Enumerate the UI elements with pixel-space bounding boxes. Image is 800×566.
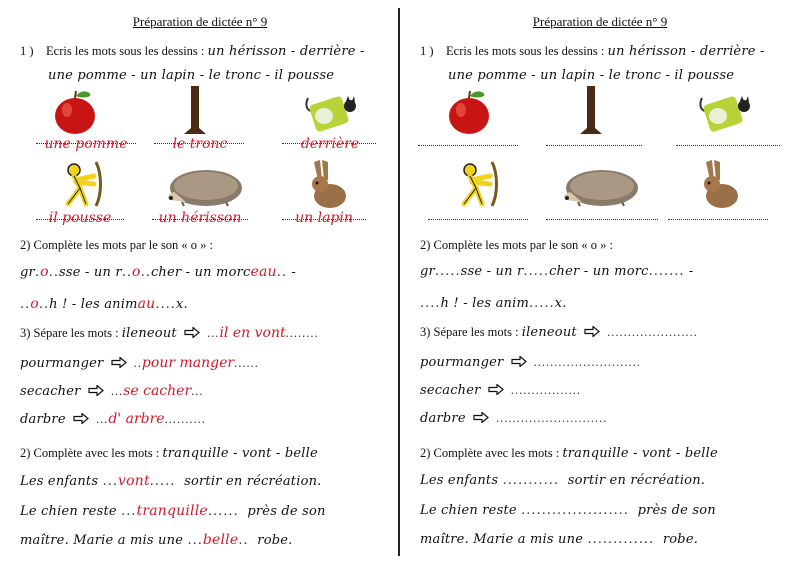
hedgehog-icon xyxy=(166,162,246,208)
ex3-item-3: secacher ................. xyxy=(420,383,581,398)
ex2-line2: ..o..h ! - les animau....x. xyxy=(20,296,188,312)
ex3-item-1: 3) Sépare les mots : ileneout ...il en vont........ xyxy=(20,325,319,341)
ex2-title: 2) Complète les mots par le son « o » : xyxy=(20,238,214,252)
page-title: Préparation de dictée n° 9 xyxy=(532,14,668,29)
tree-trunk-icon xyxy=(180,86,210,136)
arrow-right-icon xyxy=(73,413,89,424)
ex2-title: 2) Complète les mots par le son « o » : xyxy=(420,238,614,252)
pushing-figure-icon xyxy=(452,160,506,208)
ex2-line1: gr.o..sse - un r..o..cher - un morceau.. - xyxy=(20,264,296,280)
answer-label: derrière xyxy=(300,136,360,152)
ex3-item-2: pourmanger .......................... xyxy=(420,355,641,370)
pushing-figure-icon xyxy=(56,160,110,208)
blank-worksheet xyxy=(400,0,800,566)
apple-icon xyxy=(446,88,492,136)
ex2-line1: gr.....sse - un r.....cher - un morc....... - xyxy=(420,264,694,279)
ex1-instruction: 1 ) Ecris les mots sous les dessins : un hérisson - derrière - xyxy=(20,44,365,59)
rabbit-icon xyxy=(696,158,740,210)
answer-label: un hérisson xyxy=(158,210,242,226)
tree-trunk-icon xyxy=(576,86,606,136)
answer-label: un lapin xyxy=(295,210,353,226)
ex3-item-1: 3) Sépare les mots : ileneout ...................... xyxy=(420,325,698,340)
bin-cat-icon xyxy=(696,92,756,134)
ex1-instruction: 1 ) Ecris les mots sous les dessins : un hérisson - derrière - xyxy=(420,44,765,59)
arrow-right-icon xyxy=(488,384,504,395)
arrow-right-icon xyxy=(88,385,104,396)
answer-label: le tronc xyxy=(172,136,228,152)
ex4-sentence-2: Le chien reste ..................... près de son xyxy=(420,503,716,518)
arrow-right-icon xyxy=(584,326,600,337)
ex2-line2: ....h ! - les anim.....x. xyxy=(420,296,567,311)
ex1-word-list: une pomme - un lapin - le tronc - il pousse xyxy=(48,68,335,83)
page-title: Préparation de dictée n° 9 xyxy=(132,14,268,29)
ex4-sentence-1: Les enfants ........... sortir en récréation. xyxy=(420,473,706,488)
ex4-sentence-2: Le chien reste ...tranquille...... près de son xyxy=(20,503,326,519)
ex4-sentence-1: Les enfants ...vont..... sortir en récréation. xyxy=(20,473,322,489)
ex1-word-list: une pomme - un lapin - le tronc - il pousse xyxy=(448,68,735,83)
ex3-item-3: secacher ...se cacher... xyxy=(20,383,204,399)
ex4-sentence-3: maître. Marie a mis une ...belle.. robe. xyxy=(20,532,293,548)
apple-icon xyxy=(52,88,98,136)
ex3-item-4: darbre ...d' arbre.......... xyxy=(20,411,206,427)
hedgehog-icon xyxy=(562,162,642,208)
rabbit-icon xyxy=(304,158,348,210)
arrow-right-icon xyxy=(111,357,127,368)
bin-cat-icon xyxy=(302,92,362,134)
ex4-title: 2) Complète avec les mots : tranquille - vont - belle xyxy=(20,446,318,461)
ex3-item-4: darbre ........................... xyxy=(420,411,608,426)
ex3-item-2: pourmanger ..pour manger...... xyxy=(20,355,259,371)
answer-label: il pousse xyxy=(48,210,112,226)
arrow-right-icon xyxy=(184,327,200,338)
answer-label: une pomme xyxy=(44,136,128,152)
ex4-title: 2) Complète avec les mots : tranquille - vont - belle xyxy=(420,446,718,461)
ex4-sentence-3: maître. Marie a mis une ............. robe. xyxy=(420,532,699,547)
arrow-right-icon xyxy=(473,412,489,423)
arrow-right-icon xyxy=(511,356,527,367)
